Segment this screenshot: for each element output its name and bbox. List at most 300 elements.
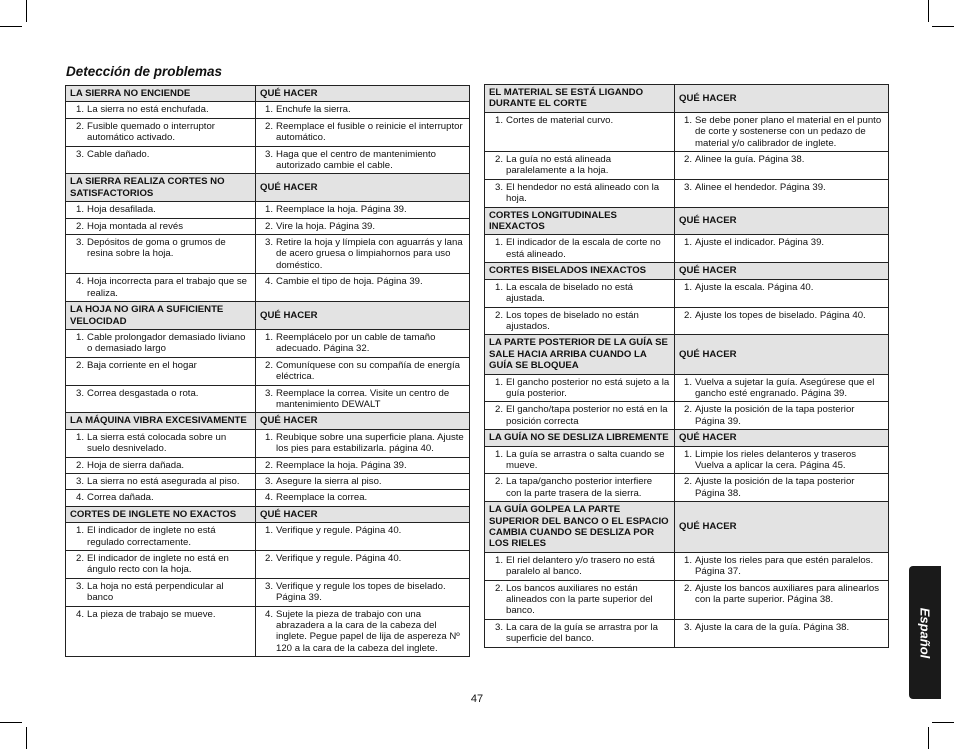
solution-text: Limpie los rieles delanteros y traseros Vuelva a aplicar la cera. Página 45.: [695, 448, 857, 471]
cause-text: Correa dañada.: [87, 492, 154, 504]
cause-text: El gancho/tapa posterior no está en la posición correcta: [506, 404, 668, 427]
cause-item: [489, 476, 670, 499]
cause-number: 1.: [76, 331, 85, 343]
solution-item: [260, 581, 465, 604]
cause-text: La guía se arrastra o salta cuando se mueve.: [506, 448, 665, 471]
solution-text: Alinee la guía. Página 38.: [695, 154, 805, 166]
solution-item: [260, 388, 465, 411]
cause-text: La pieza de trabajo se mueve.: [87, 608, 216, 620]
cause-cell: [66, 490, 256, 506]
solution-cell: [675, 279, 889, 307]
solution-item: [260, 360, 465, 383]
cause-item: [70, 553, 251, 576]
problem-header: CORTES BISELADOS INEXACTOS: [485, 263, 675, 279]
cause-item: [70, 432, 251, 455]
cause-text: La tapa/gancho posterior interfiere con la parte trasera de la sierra.: [506, 476, 653, 499]
cause-number: 2.: [76, 359, 85, 371]
solution-text: Asegure la sierra al piso.: [276, 475, 382, 487]
page-number: 47: [470, 693, 484, 705]
cause-number: 2.: [76, 120, 85, 132]
problem-header: LA SIERRA NO ENCIENDE: [66, 86, 256, 102]
table-row: [66, 235, 470, 274]
cause-item: [489, 622, 670, 645]
cause-text: El indicador de inglete no está regulado correctamente.: [87, 525, 216, 548]
solution-text: Retire la hoja y límpiela con aguarrás y lana de acero gruesa o limpiahornos para uso doméstico.: [276, 237, 463, 271]
cause-cell: [66, 146, 256, 174]
solution-cell: [256, 118, 470, 146]
solution-number: 4.: [265, 492, 274, 504]
solution-item: [260, 553, 465, 564]
solution-number: 3.: [265, 580, 274, 592]
solution-number: 1.: [265, 331, 274, 343]
table-row: [485, 402, 889, 430]
cause-number: 3.: [76, 475, 85, 487]
solution-item: [260, 476, 465, 487]
action-header: QUÉ HACER: [675, 263, 889, 279]
action-header: QUÉ HACER: [675, 85, 889, 113]
cause-cell: [485, 374, 675, 402]
cause-item: [489, 377, 670, 400]
solution-item: [679, 555, 884, 578]
cause-number: 1.: [76, 431, 85, 443]
cause-text: Correa desgastada o rota.: [87, 387, 199, 399]
cause-text: Los topes de biselado no están ajustados.: [506, 309, 639, 332]
solution-text: Vuelva a sujetar la guía. Asegúrese que el gancho esté engranado. Página 39.: [695, 376, 875, 399]
cause-cell: [485, 152, 675, 180]
cause-cell: [66, 202, 256, 218]
crop-mark: [932, 722, 954, 723]
solution-item: [679, 310, 884, 321]
cause-number: 1.: [495, 237, 504, 249]
solution-text: Ajuste la escala. Página 40.: [695, 281, 814, 293]
solution-text: Ajuste los bancos auxiliares para alinearlos con la parte superior. Página 38.: [695, 582, 879, 606]
cause-number: 3.: [495, 181, 504, 193]
cause-text: La sierra no está enchufada.: [87, 104, 209, 116]
cause-item: [489, 182, 670, 205]
crop-mark: [26, 727, 27, 749]
cause-number: 1.: [495, 376, 504, 388]
solution-number: 1.: [684, 281, 693, 293]
cause-cell: [66, 385, 256, 413]
solution-text: Ajuste la cara de la guía. Página 38.: [695, 621, 850, 633]
solution-text: Haga que el centro de mantenimiento autorizado cambie el cable.: [276, 148, 437, 172]
solution-number: 2.: [265, 459, 274, 471]
table-row: [485, 307, 889, 335]
cause-cell: [66, 457, 256, 473]
action-header: QUÉ HACER: [256, 302, 470, 330]
table-row: [485, 552, 889, 580]
section-header-row: [485, 207, 889, 235]
cause-text: Hoja de sierra dañada.: [87, 459, 185, 471]
cause-number: 1.: [495, 281, 504, 293]
solution-cell: [675, 402, 889, 430]
table-row: [485, 446, 889, 474]
cause-number: 3.: [76, 237, 85, 249]
cause-number: 1.: [76, 204, 85, 216]
solution-text: Ajuste la posición de la tapa posterior Página 38.: [695, 476, 855, 499]
cause-cell: [485, 402, 675, 430]
action-header: QUÉ HACER: [256, 174, 470, 202]
action-header: QUÉ HACER: [675, 335, 889, 374]
solution-item: [679, 622, 884, 633]
cause-cell: [66, 551, 256, 579]
cause-item: [489, 237, 670, 260]
cause-cell: [485, 552, 675, 580]
cause-number: 1.: [76, 104, 85, 116]
table-row: [66, 274, 470, 302]
solution-number: 1.: [265, 204, 274, 216]
table-row: [485, 152, 889, 180]
cause-item: [70, 237, 251, 260]
cause-cell: [66, 118, 256, 146]
solution-text: Cambie el tipo de hoja. Página 39.: [276, 276, 423, 288]
cause-cell: [66, 429, 256, 457]
solution-number: 1.: [265, 525, 274, 537]
solution-number: 4.: [265, 608, 274, 620]
cause-cell: [66, 329, 256, 357]
solution-text: Enchufe la sierra.: [276, 104, 351, 116]
solution-text: Reemplace la hoja. Página 39.: [276, 204, 407, 216]
solution-text: Reemplace la hoja. Página 39.: [276, 459, 407, 471]
cause-number: 2.: [495, 582, 504, 594]
solution-cell: [675, 446, 889, 474]
cause-number: 3.: [76, 148, 85, 160]
solution-cell: [675, 552, 889, 580]
solution-cell: [675, 580, 889, 619]
problem-header: LA GUÍA NO SE DESLIZA LIBREMENTE: [485, 430, 675, 446]
problem-header: LA PARTE POSTERIOR DE LA GUÍA SE SALE HACIA ARRIBA CUANDO LA GUÍA SE BLOQUEA: [485, 335, 675, 374]
solution-number: 3.: [684, 181, 693, 193]
solution-item: [260, 121, 465, 144]
solution-item: [679, 115, 884, 149]
table-row: [66, 357, 470, 385]
solution-cell: [256, 551, 470, 579]
cause-item: [70, 221, 251, 232]
solution-number: 2.: [684, 154, 693, 166]
cause-cell: [66, 606, 256, 657]
cause-item: [70, 332, 251, 355]
cause-item: [70, 360, 251, 371]
cause-number: 4.: [76, 608, 85, 620]
cause-item: [70, 609, 251, 620]
cause-cell: [485, 179, 675, 207]
table-row: [66, 473, 470, 489]
cause-item: [70, 492, 251, 503]
cause-text: El hendedor no está alineado con la hoja.: [506, 181, 660, 205]
table-row: [66, 102, 470, 118]
solution-cell: [256, 102, 470, 118]
solution-cell: [675, 474, 889, 502]
solution-number: 1.: [684, 554, 693, 566]
cause-number: 2.: [495, 309, 504, 321]
solution-cell: [256, 357, 470, 385]
table-row: [485, 235, 889, 263]
cause-cell: [485, 307, 675, 335]
table-row: [66, 551, 470, 579]
table-row: [66, 523, 470, 551]
section-header-row: [66, 174, 470, 202]
cause-number: 1.: [76, 525, 85, 537]
cause-cell: [66, 218, 256, 234]
solution-cell: [256, 274, 470, 302]
solution-number: 1.: [684, 237, 693, 249]
solution-item: [260, 237, 465, 271]
solution-number: 2.: [265, 220, 274, 232]
solution-cell: [256, 457, 470, 473]
solution-item: [260, 276, 465, 287]
cause-item: [489, 555, 670, 578]
solution-item: [679, 476, 884, 499]
solution-text: Reemplace la correa.: [276, 492, 368, 504]
cause-item: [70, 149, 251, 160]
solution-cell: [675, 235, 889, 263]
cause-item: [70, 204, 251, 215]
solution-item: [260, 432, 465, 455]
cause-number: 2.: [495, 154, 504, 166]
table-row: [485, 112, 889, 151]
cause-item: [489, 449, 670, 472]
crop-mark: [0, 722, 22, 723]
solution-number: 1.: [684, 448, 693, 460]
table-row: [66, 606, 470, 657]
solution-text: Ajuste el indicador. Página 39.: [695, 237, 825, 249]
solution-number: 2.: [684, 476, 693, 488]
solution-number: 2.: [684, 582, 693, 594]
cause-cell: [66, 523, 256, 551]
cause-number: 3.: [76, 387, 85, 399]
problem-header: LA MÁQUINA VIBRA EXCESIVAMENTE: [66, 413, 256, 429]
table-row: [66, 118, 470, 146]
cause-number: 1.: [495, 114, 504, 126]
cause-text: Depósitos de goma o grumos de resina sobre la hoja.: [87, 237, 226, 260]
cause-text: Cable dañado.: [87, 148, 150, 160]
solution-cell: [256, 523, 470, 551]
solution-item: [260, 221, 465, 232]
cause-cell: [485, 446, 675, 474]
cause-item: [70, 581, 251, 604]
table-row: [485, 474, 889, 502]
solution-text: Ajuste los rieles para que estén paralelos. Página 37.: [695, 554, 874, 578]
language-tab: [909, 566, 941, 699]
section-header-row: [485, 502, 889, 553]
table-row: [66, 457, 470, 473]
cause-cell: [485, 112, 675, 151]
action-header: QUÉ HACER: [256, 86, 470, 102]
cause-number: 3.: [495, 621, 504, 633]
section-header-row: [66, 413, 470, 429]
solution-item: [260, 204, 465, 215]
cause-text: La cara de la guía se arrastra por la superficie del banco.: [506, 621, 659, 645]
solution-text: Se debe poner plano el material en el punto de corte y sostenerse con un pedazo de material y/o calibrador de inglete.: [695, 114, 882, 149]
solution-cell: [675, 152, 889, 180]
table-row: [66, 329, 470, 357]
solution-cell: [675, 179, 889, 207]
cause-number: 1.: [495, 448, 504, 460]
table-row: [66, 578, 470, 606]
solution-cell: [256, 606, 470, 657]
cause-cell: [485, 619, 675, 647]
cause-text: El indicador de la escala de corte no está alineado.: [506, 237, 661, 260]
table-row: [66, 385, 470, 413]
solution-cell: [256, 578, 470, 606]
solution-cell: [256, 329, 470, 357]
solution-cell: [256, 235, 470, 274]
solution-item: [679, 237, 884, 248]
section-header-row: [485, 263, 889, 279]
cause-text: Baja corriente en el hogar: [87, 359, 197, 371]
problem-header: LA GUÍA GOLPEA LA PARTE SUPERIOR DEL BANCO O EL ESPACIO CAMBIA CUANDO SE DESLIZA POR LOS RIELES: [485, 502, 675, 553]
section-header-row: [485, 335, 889, 374]
cause-text: La escala de biselado no está ajustada.: [506, 281, 633, 305]
problem-header: LA SIERRA REALIZA CORTES NO SATISFACTORIOS: [66, 174, 256, 202]
solution-text: Ajuste la posición de la tapa posterior Página 39.: [695, 404, 855, 427]
cause-cell: [66, 274, 256, 302]
cause-item: [489, 282, 670, 305]
cause-number: 2.: [76, 459, 85, 471]
table-row: [485, 279, 889, 307]
solution-text: Reemplace la correa. Visite un centro de mantenimiento DEWALT: [276, 387, 450, 410]
section-header-row: [66, 302, 470, 330]
solution-cell: [256, 146, 470, 174]
crop-mark: [0, 26, 22, 27]
solution-text: Ajuste los topes de biselado. Página 40.: [695, 309, 866, 321]
solution-number: 2.: [684, 309, 693, 321]
cause-item: [489, 310, 670, 333]
cause-item: [489, 404, 670, 427]
cause-item: [70, 388, 251, 399]
solution-number: 1.: [265, 431, 274, 443]
cause-text: Hoja incorrecta para el trabajo que se realiza.: [87, 276, 248, 299]
cause-text: La guía no está alineada paralelamente a la hoja.: [506, 154, 612, 177]
language-tab-label: Español: [917, 607, 933, 658]
cause-number: 3.: [76, 580, 85, 592]
table-row: [66, 202, 470, 218]
solution-item: [679, 182, 884, 193]
problem-header: EL MATERIAL SE ESTÁ LIGANDO DURANTE EL CORTE: [485, 85, 675, 113]
cause-number: 1.: [495, 554, 504, 566]
solution-item: [679, 282, 884, 293]
solution-number: 1.: [265, 104, 274, 116]
solution-cell: [256, 385, 470, 413]
solution-number: 1.: [684, 114, 693, 126]
cause-text: Cortes de material curvo.: [506, 114, 614, 126]
solution-text: Vire la hoja. Página 39.: [276, 220, 376, 232]
cause-text: Fusible quemado o interruptor automático activado.: [87, 120, 216, 144]
page-title: Detección de problemas: [66, 64, 223, 79]
solution-text: Verifique y regule. Página 40.: [276, 525, 402, 537]
problem-header: CORTES DE INGLETE NO EXACTOS: [66, 506, 256, 522]
solution-number: 2.: [265, 120, 274, 132]
cause-item: [489, 583, 670, 617]
solution-item: [679, 583, 884, 606]
cause-cell: [66, 578, 256, 606]
solution-text: Reemplace el fusible o reinicie el interruptor automático.: [276, 120, 463, 144]
cause-text: Hoja montada al revés: [87, 220, 184, 232]
section-header-row: [66, 86, 470, 102]
solution-item: [260, 149, 465, 172]
table-row: [485, 374, 889, 402]
solution-cell: [256, 202, 470, 218]
solution-number: 2.: [265, 359, 274, 371]
cause-text: Los bancos auxiliares no están alineados con la parte superior del banco.: [506, 582, 653, 617]
cause-item: [70, 460, 251, 471]
cause-number: 4.: [76, 492, 85, 504]
crop-mark: [26, 0, 27, 22]
solution-item: [679, 377, 884, 400]
action-header: QUÉ HACER: [675, 207, 889, 235]
problem-header: LA HOJA NO GIRA A SUFICIENTE VELOCIDAD: [66, 302, 256, 330]
solution-text: Verifique y regule los topes de biselado. Página 39.: [276, 580, 446, 604]
problem-header: CORTES LONGITUDINALES INEXACTOS: [485, 207, 675, 235]
solution-number: 3.: [684, 621, 693, 633]
cause-text: Cable prolongador demasiado liviano o demasiado largo: [87, 331, 246, 355]
cause-item: [70, 476, 251, 487]
solution-item: [260, 332, 465, 355]
cause-cell: [66, 357, 256, 385]
cause-text: Hoja desafilada.: [87, 204, 156, 216]
cause-cell: [485, 279, 675, 307]
solution-cell: [256, 490, 470, 506]
solution-text: Alinee el hendedor. Página 39.: [695, 181, 826, 193]
table-row: [485, 580, 889, 619]
troubleshooting-table-right: [484, 84, 889, 648]
cause-text: El riel delantero y/o trasero no está paralelo al banco.: [506, 554, 655, 578]
solution-cell: [675, 307, 889, 335]
solution-cell: [256, 473, 470, 489]
solution-number: 3.: [265, 237, 274, 249]
table-row: [485, 179, 889, 207]
solution-number: 3.: [265, 148, 274, 160]
action-header: QUÉ HACER: [675, 430, 889, 446]
solution-number: 4.: [265, 276, 274, 288]
cause-text: El indicador de inglete no está en ángulo recto con la hoja.: [87, 553, 229, 576]
solution-number: 3.: [265, 387, 274, 399]
table-row: [66, 146, 470, 174]
cause-item: [70, 525, 251, 548]
cause-item: [70, 276, 251, 299]
cause-item: [70, 104, 251, 115]
solution-number: 3.: [265, 475, 274, 487]
solution-number: 2.: [265, 553, 274, 564]
solution-text: Verifique y regule. Página 40.: [276, 553, 402, 564]
cause-number: 2.: [495, 404, 504, 416]
crop-mark: [928, 0, 929, 22]
cause-cell: [66, 102, 256, 118]
solution-item: [260, 609, 465, 655]
solution-cell: [256, 429, 470, 457]
solution-text: Comuníquese con su compañía de energía eléctrica.: [276, 359, 461, 383]
solution-text: Reubique sobre una superficie plana. Ajuste los pies para estabilizarla. página 40.: [276, 431, 464, 455]
solution-item: [679, 449, 884, 472]
solution-text: Sujete la pieza de trabajo con una abrazadera a la cara de la cabeza del inglete. Pegue papel de lija de aspereza Nº 120 a la cara de la cabeza del inglete.: [276, 608, 460, 654]
cause-cell: [485, 580, 675, 619]
cause-item: [70, 121, 251, 144]
troubleshooting-table-left: [65, 85, 470, 657]
cause-cell: [485, 235, 675, 263]
cause-item: [489, 115, 670, 126]
solution-number: 1.: [684, 376, 693, 388]
section-header-row: [485, 430, 889, 446]
cause-number: 2.: [76, 553, 85, 564]
table-row: [66, 429, 470, 457]
cause-number: 2.: [495, 476, 504, 488]
crop-mark: [928, 727, 929, 749]
cause-cell: [66, 235, 256, 274]
solution-cell: [675, 112, 889, 151]
action-header: QUÉ HACER: [675, 502, 889, 553]
solution-item: [260, 460, 465, 471]
table-row: [66, 490, 470, 506]
